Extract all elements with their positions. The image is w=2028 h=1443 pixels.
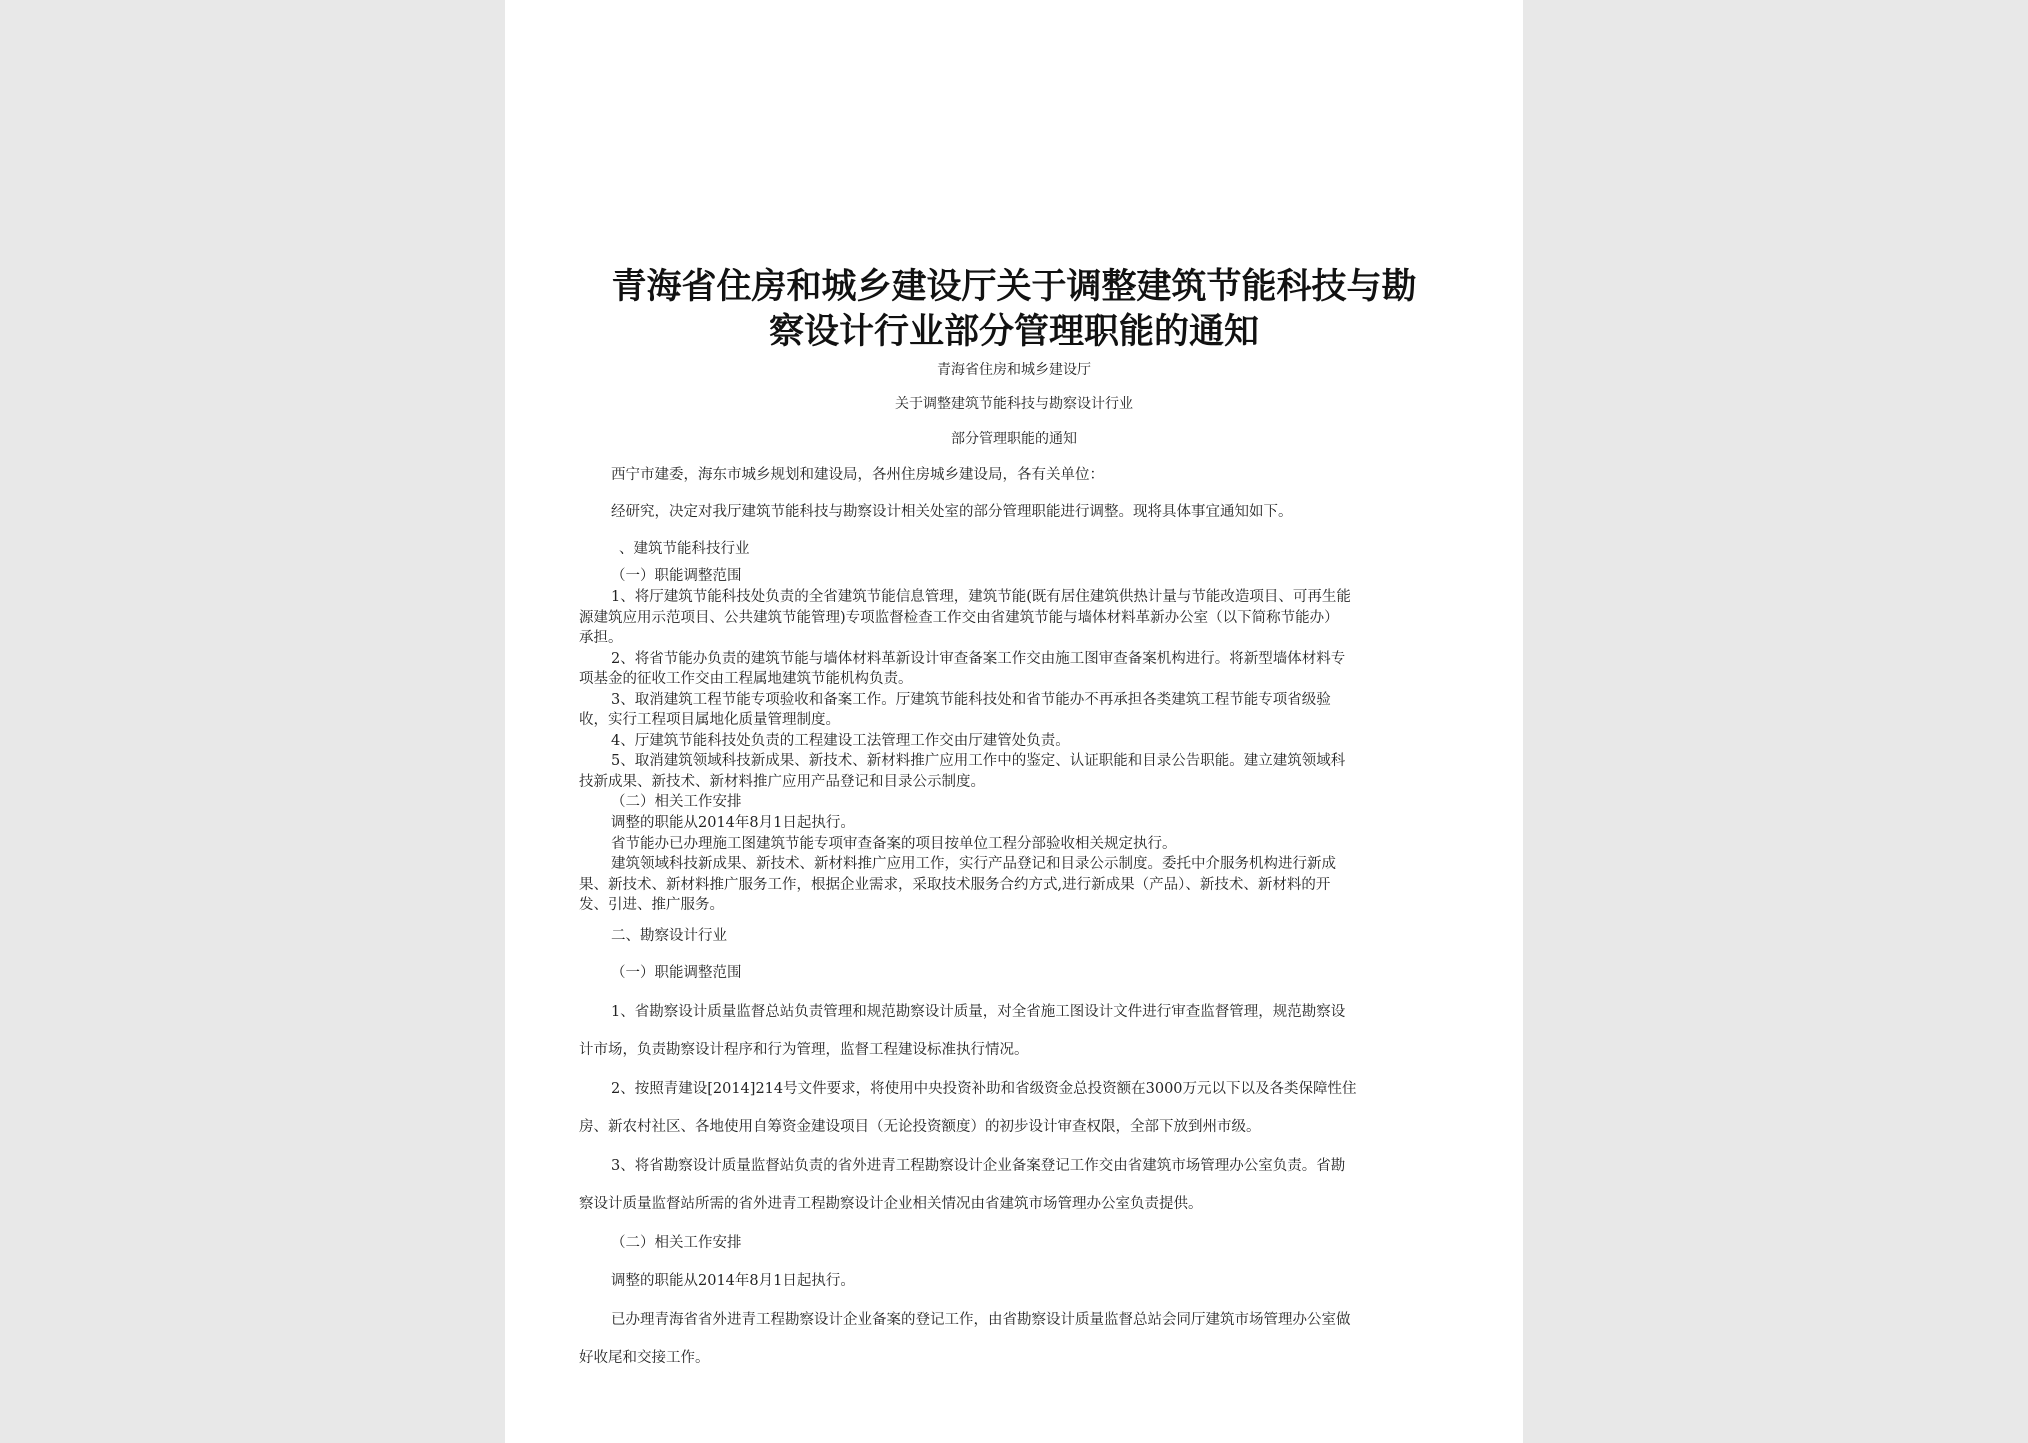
addressee: 西宁市建委，海东市城乡规划和建设局，各州住房城乡建设局，各有关单位： <box>611 467 1104 483</box>
s1-p2-line-2: 项基金的征收工作交由工程属地建筑节能机构负责。 <box>579 671 913 687</box>
s2-p3-line-2: 察设计质量监督站所需的省外进青工程勘察设计企业相关情况由省建筑市场管理办公室负责提供。 <box>579 1196 1203 1212</box>
document-title <box>565 264 1463 354</box>
s2-p3-line-1: 3、将省勘察设计质量监督站负责的省外进青工程勘察设计企业备案登记工作交由省建筑市场管理办公室负责。省勘 <box>611 1158 1346 1174</box>
s1-p5-line-1: 5、取消建筑领域科技新成果、新技术、新材料推广应用工作中的鉴定、认证职能和目录公告职能。建立建筑领域科 <box>611 753 1346 769</box>
s1-arrangement-3-line-2: 果、新技术、新材料推广服务工作，根据企业需求，采取技术服务合约方式,进行新成果（产品）、新技术、新材料的开 <box>579 877 1331 893</box>
s2-arrangement-2-line-1: 已办理青海省省外进青工程勘察设计企业备案的登记工作，由省勘察设计质量监督总站会同厅建筑市场管理办公室做 <box>611 1312 1351 1328</box>
s1-arrangement-2: 省节能办已办理施工图建筑节能专项审查备案的项目按单位工程分部验收相关规定执行。 <box>611 836 1177 852</box>
section-2-sub-1: （一）职能调整范围 <box>611 965 742 981</box>
subtitle-line-2: 关于调整建筑节能科技与勘察设计行业 <box>895 396 1133 412</box>
subtitle-line-3: 部分管理职能的通知 <box>951 431 1077 447</box>
section-1-sub-1: （一）职能调整范围 <box>611 568 742 584</box>
s1-p1-line-2: 源建筑应用示范项目、公共建筑节能管理)专项监督检查工作交由省建筑节能与墙体材料革新办公室（以下简称节能办） <box>579 610 1339 626</box>
s1-arrangement-3-line-3: 发、引进、推广服务。 <box>579 897 724 913</box>
s1-p2-line-1: 2、将省节能办负责的建筑节能与墙体材料革新设计审查备案工作交由施工图审查备案机构进行。将新型墙体材料专 <box>611 651 1346 667</box>
s1-p3-line-1: 3、取消建筑工程节能专项验收和备案工作。厅建筑节能科技处和省节能办不再承担各类建筑工程节能专项省级验 <box>611 692 1331 708</box>
document-page <box>505 0 1523 1443</box>
section-2-sub-2: （二）相关工作安排 <box>611 1235 742 1251</box>
s2-p2-line-2: 房、新农村社区、各地使用自筹资金建设项目（无论投资额度）的初步设计审查权限，全部下放到州市级。 <box>579 1119 1261 1135</box>
intro-paragraph: 经研究，决定对我厅建筑节能科技与勘察设计相关处室的部分管理职能进行调整。现将具体事宜通知如下。 <box>611 504 1293 520</box>
s1-arrangement-3-line-1: 建筑领域科技新成果、新技术、新材料推广应用工作，实行产品登记和目录公示制度。委托中介服务机构进行新成 <box>611 856 1336 872</box>
s1-p5-line-2: 技新成果、新技术、新材料推广应用产品登记和目录公示制度。 <box>579 774 985 790</box>
s2-p2-line-1: 2、按照青建设[2014]214号文件要求，将使用中央投资补助和省级资金总投资额在3000万元以下以及各类保障性住 <box>611 1081 1357 1097</box>
s2-p1-line-2: 计市场，负责勘察设计程序和行为管理，监督工程建设标准执行情况。 <box>579 1042 1029 1058</box>
section-1-sub-2: （二）相关工作安排 <box>611 794 742 810</box>
title-line-2: 察设计行业部分管理职能的通知 <box>768 311 1259 352</box>
s2-p1-line-1: 1、省勘察设计质量监督总站负责管理和规范勘察设计质量，对全省施工图设计文件进行审查监督管理，规范勘察设 <box>611 1004 1346 1020</box>
s1-p1-line-3: 承担。 <box>579 630 623 646</box>
section-1-heading: 、建筑节能科技行业 <box>619 541 750 557</box>
s1-p3-line-2: 收，实行工程项目属地化质量管理制度。 <box>579 712 840 728</box>
subtitle-issuer: 青海省住房和城乡建设厅 <box>937 362 1091 378</box>
title-line-1: 青海省住房和城乡建设厅关于调整建筑节能科技与勘 <box>611 266 1417 307</box>
s2-arrangement-2-line-2: 好收尾和交接工作。 <box>579 1350 710 1366</box>
s1-arrangement-1: 调整的职能从2014年8月1日起执行。 <box>611 815 855 831</box>
s1-p4-line-1: 4、厅建筑节能科技处负责的工程建设工法管理工作交由厅建管处负责。 <box>611 733 1070 749</box>
s1-p1-line-1: 1、将厅建筑节能科技处负责的全省建筑节能信息管理，建筑节能(既有居住建筑供热计量与节能改造项目、可再生能 <box>611 589 1351 605</box>
section-2-heading: 二、勘察设计行业 <box>611 928 727 944</box>
s2-arrangement-1: 调整的职能从2014年8月1日起执行。 <box>611 1273 855 1289</box>
